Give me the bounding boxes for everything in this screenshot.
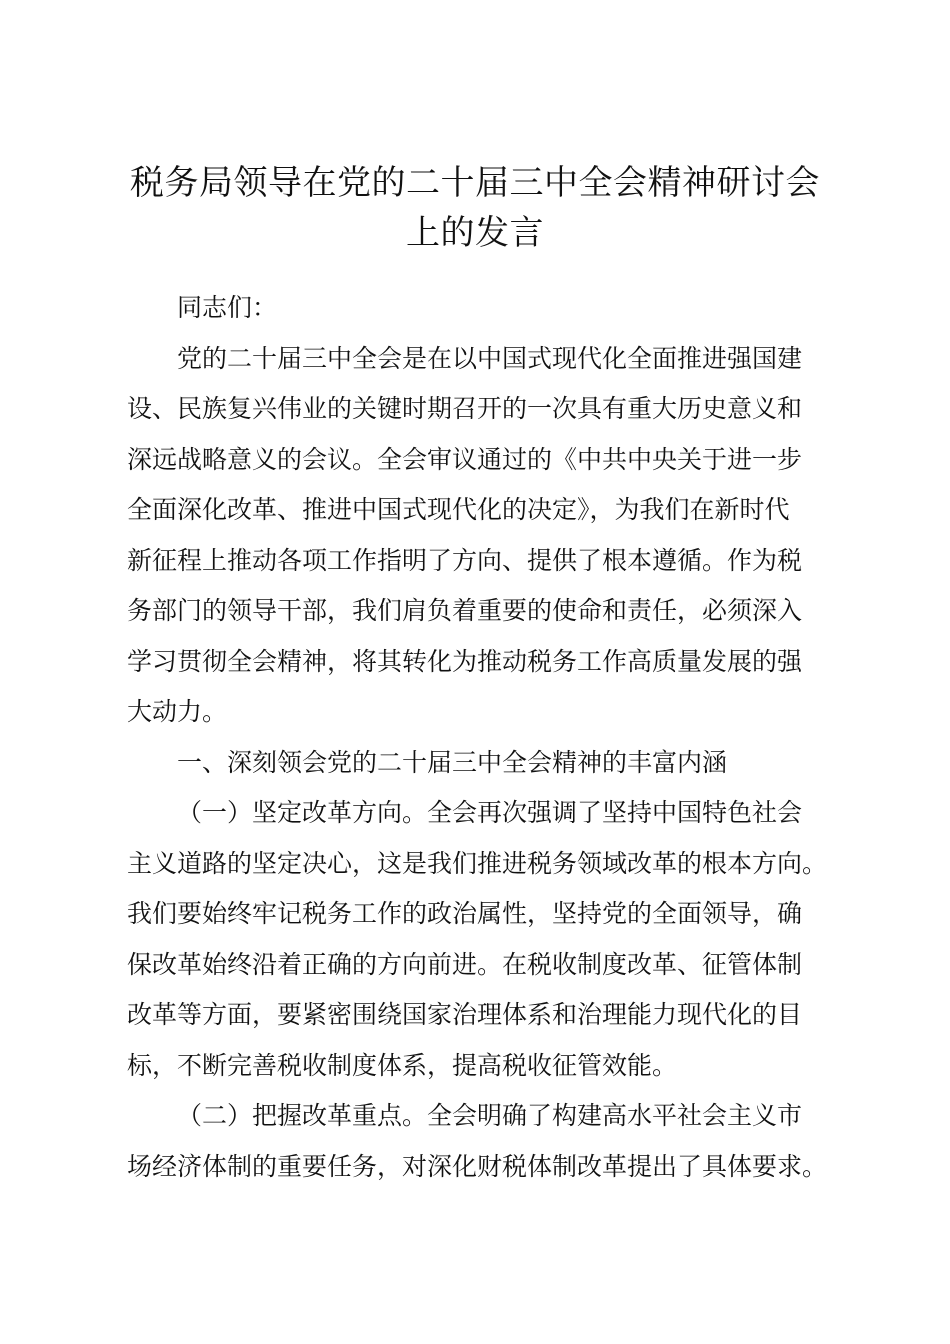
body-line: 党的二十届三中全会是在以中国式现代化全面推进强国建 (177, 343, 803, 373)
body-line: 我们要始终牢记税务工作的政治属性，坚持党的全面领导，确 (127, 899, 803, 928)
subsection-heading: （二）把握改革重点。全会明确了构建高水平社会主义市 (177, 1101, 803, 1130)
body-line: 主义道路的坚定决心，这是我们推进税务领域改革的根本方向。 (127, 848, 828, 878)
subsection-heading: （一）坚定改革方向。全会再次强调了坚持中国特色社会 (177, 798, 803, 827)
title-line-2: 上的发言 (406, 213, 544, 253)
title-line-1: 税务局领导在党的二十届三中全会精神研讨会 (130, 163, 820, 203)
body-line: 务部门的领导干部，我们肩负着重要的使命和责任，必须深入 (127, 596, 803, 625)
section-heading: 一、深刻领会党的二十届三中全会精神的丰富内涵 (177, 747, 728, 777)
body-line: 设、民族复兴伟业的关键时期召开的一次具有重大历史意义和 (127, 394, 803, 423)
body-line: 大动力。 (127, 697, 228, 726)
body-line: 标，不断完善税收制度体系，提高税收征管效能。 (127, 1050, 678, 1080)
body-line: 全面深化改革、推进中国式现代化的决定》，为我们在新时代 (127, 495, 790, 524)
document-body (127, 283, 839, 1192)
body-line: 深远战略意义的会议。全会审议通过的《中共中央关于进一步 (127, 444, 803, 474)
body-line: 学习贯彻全会精神，将其转化为推动税务工作高质量发展的强 (127, 646, 803, 676)
salutation: 同志们： (177, 293, 278, 322)
body-line: 场经济体制的重要任务，对深化财税体制改革提出了具体要求。 (127, 1151, 828, 1181)
body-line: 新征程上推动各项工作指明了方向、提供了根本遵循。作为税 (127, 545, 803, 575)
document-title (110, 158, 840, 258)
body-line: 改革等方面，要紧密围绕国家治理体系和治理能力现代化的目 (127, 1000, 803, 1029)
body-line: 保改革始终沿着正确的方向前进。在税收制度改革、征管体制 (127, 949, 803, 979)
